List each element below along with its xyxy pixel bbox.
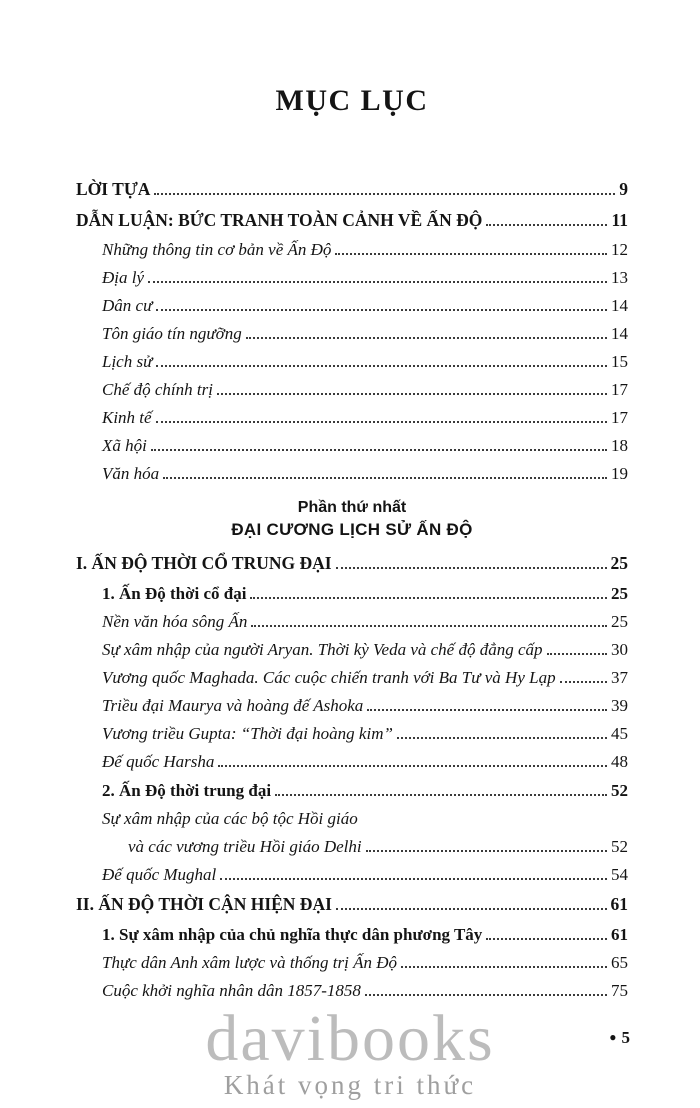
dotted-leader bbox=[148, 281, 607, 283]
toc-entry-page: 54 bbox=[611, 865, 628, 884]
toc-entry-page: 12 bbox=[611, 240, 628, 259]
toc-entry-page: 14 bbox=[611, 296, 628, 315]
toc-entry-label: 2. Ấn Độ thời trung đại bbox=[102, 781, 272, 800]
toc-entry bbox=[76, 320, 628, 348]
dotted-leader bbox=[366, 850, 607, 852]
toc-entry-label: Cuộc khởi nghĩa nhân dân 1857-1858 bbox=[102, 981, 361, 1000]
toc-entry-label: Xã hội bbox=[102, 436, 147, 455]
dotted-leader bbox=[220, 878, 607, 880]
toc-entry bbox=[76, 432, 628, 460]
section-heading bbox=[76, 497, 628, 541]
toc-entry-page: 18 bbox=[611, 436, 628, 455]
toc-entry-label: Vương quốc Maghada. Các cuộc chiến tranh với Ba Tư và Hy Lạp bbox=[102, 668, 556, 687]
section-heading-part: Phần thứ nhất bbox=[297, 499, 407, 516]
toc-entry-label: Dân cư bbox=[102, 296, 153, 315]
toc-entry-page: 45 bbox=[611, 724, 628, 743]
toc-entry bbox=[76, 205, 628, 236]
toc-entry-page: 48 bbox=[611, 752, 628, 771]
toc-entry-label: Triều đại Maurya và hoàng đế Ashoka bbox=[102, 696, 364, 715]
toc-entry bbox=[76, 174, 628, 205]
toc-entry bbox=[76, 636, 628, 664]
dotted-leader bbox=[547, 653, 607, 655]
dotted-leader bbox=[367, 709, 607, 711]
toc-entry-label: LỜI TỰA bbox=[76, 179, 151, 199]
watermark-slogan: Khát vọng tri thức bbox=[223, 1070, 477, 1100]
toc-entry-page: 15 bbox=[611, 352, 628, 371]
dotted-leader bbox=[154, 193, 615, 195]
toc-entry-label: Văn hóa bbox=[102, 464, 160, 483]
dotted-leader bbox=[486, 938, 607, 940]
toc-entry-label: và các vương triều Hồi giáo Delhi bbox=[128, 837, 362, 856]
toc-entry-page: 17 bbox=[611, 408, 628, 427]
dotted-leader bbox=[246, 337, 607, 339]
toc-entry-page: 61 bbox=[611, 925, 628, 944]
dotted-leader bbox=[156, 421, 607, 423]
toc-entry bbox=[76, 264, 628, 292]
toc-entry-page: 52 bbox=[611, 837, 628, 856]
dotted-leader bbox=[163, 477, 607, 479]
toc-entry-page: 9 bbox=[619, 179, 628, 199]
toc-entry-label: Đế quốc Mughal bbox=[102, 865, 217, 884]
toc-entry-page: 52 bbox=[611, 781, 628, 800]
toc-entry-label: Nền văn hóa sông Ấn bbox=[102, 612, 248, 631]
dotted-leader bbox=[251, 625, 607, 627]
toc-entry-page: 65 bbox=[611, 953, 628, 972]
toc-entry bbox=[76, 292, 628, 320]
toc-entry-page: 39 bbox=[611, 696, 628, 715]
toc-entry-label: 1. Ấn Độ thời cổ đại bbox=[102, 584, 247, 603]
toc-entry-page: 11 bbox=[611, 210, 628, 230]
toc-entry-page: 37 bbox=[611, 668, 628, 687]
toc-entry bbox=[76, 460, 628, 488]
toc-entry-page: 30 bbox=[611, 640, 628, 659]
toc-entry-label: Kinh tế bbox=[102, 408, 152, 427]
dotted-leader bbox=[486, 224, 607, 226]
toc-entry bbox=[76, 664, 628, 692]
toc-entry bbox=[76, 548, 628, 579]
dotted-leader bbox=[397, 737, 607, 739]
toc-entry bbox=[76, 977, 628, 1005]
toc-entry-label: I. ẤN ĐỘ THỜI CỔ TRUNG ĐẠI bbox=[76, 553, 332, 573]
toc-entry bbox=[76, 920, 628, 949]
dotted-leader bbox=[401, 966, 607, 968]
toc-entry bbox=[76, 608, 628, 636]
toc-entry-page: 75 bbox=[611, 981, 628, 1000]
toc-entry-label: Tôn giáo tín ngưỡng bbox=[102, 324, 242, 343]
page-number bbox=[609, 1028, 630, 1048]
toc-entry-label: Sự xâm nhập của các bộ tộc Hồi giáo bbox=[102, 809, 358, 828]
dotted-leader bbox=[151, 449, 607, 451]
toc-entry bbox=[76, 748, 628, 776]
toc-entry-label: Địa lý bbox=[102, 268, 145, 287]
toc-entry bbox=[76, 376, 628, 404]
toc-entry-label: 1. Sự xâm nhập của chủ nghĩa thực dân phương Tây bbox=[102, 925, 483, 944]
dotted-leader bbox=[156, 309, 607, 311]
toc-entry-page: 13 bbox=[611, 268, 628, 287]
toc-entry-label: Chế độ chính trị bbox=[102, 380, 213, 399]
toc-entry-page: 25 bbox=[611, 612, 628, 631]
dotted-leader bbox=[217, 393, 607, 395]
toc-entry-page: 25 bbox=[611, 584, 628, 603]
toc-entry-label: Thực dân Anh xâm lược và thống trị Ấn Độ bbox=[102, 953, 398, 972]
toc-entry-label: Sự xâm nhập của người Aryan. Thời kỳ Veda và chế độ đẳng cấp bbox=[102, 640, 543, 659]
toc-entry bbox=[76, 949, 628, 977]
toc-entry-page: 61 bbox=[610, 894, 628, 914]
dotted-leader bbox=[156, 365, 607, 367]
section-heading-title: ĐẠI CƯƠNG LỊCH SỬ ẤN ĐỘ bbox=[231, 520, 473, 539]
toc-entry-page: 14 bbox=[611, 324, 628, 343]
toc-entry-label: Đế quốc Harsha bbox=[102, 752, 215, 771]
dotted-leader bbox=[218, 765, 607, 767]
toc-entry bbox=[76, 805, 628, 833]
toc-entry bbox=[76, 776, 628, 805]
toc-entry bbox=[76, 404, 628, 432]
toc-entry-label: DẪN LUẬN: BỨC TRANH TOÀN CẢNH VỀ ẤN ĐỘ bbox=[76, 210, 483, 230]
dotted-leader bbox=[336, 567, 607, 569]
page-title: MỤC LỤC bbox=[275, 84, 429, 117]
toc-entry bbox=[76, 833, 628, 861]
toc-entry bbox=[76, 720, 628, 748]
page-number-bullet: ● bbox=[609, 1030, 617, 1044]
dotted-leader bbox=[250, 597, 607, 599]
toc-entry-page: 17 bbox=[611, 380, 628, 399]
toc-entry-label: II. ẤN ĐỘ THỜI CẬN HIỆN ĐẠI bbox=[76, 894, 332, 914]
toc-entry-page: 19 bbox=[611, 464, 628, 483]
toc-list bbox=[76, 174, 628, 1005]
dotted-leader bbox=[560, 681, 607, 683]
toc-entry bbox=[76, 348, 628, 376]
toc-entry-label: Lịch sử bbox=[102, 352, 153, 371]
dotted-leader bbox=[335, 253, 607, 255]
toc-entry bbox=[76, 889, 628, 920]
dotted-leader bbox=[365, 994, 607, 996]
toc-entry-page: 25 bbox=[610, 553, 628, 573]
toc-entry bbox=[76, 236, 628, 264]
toc-entry bbox=[76, 579, 628, 608]
toc-entry bbox=[76, 861, 628, 889]
dotted-leader bbox=[275, 794, 607, 796]
toc-entry-label: Vương triều Gupta: “Thời đại hoàng kim” bbox=[102, 724, 393, 743]
toc-entry bbox=[76, 692, 628, 720]
toc-entry-label: Những thông tin cơ bản về Ấn Độ bbox=[102, 240, 332, 259]
watermark-brand: davibooks bbox=[205, 1002, 495, 1075]
page-number-value: 5 bbox=[621, 1028, 630, 1047]
dotted-leader bbox=[336, 908, 607, 910]
